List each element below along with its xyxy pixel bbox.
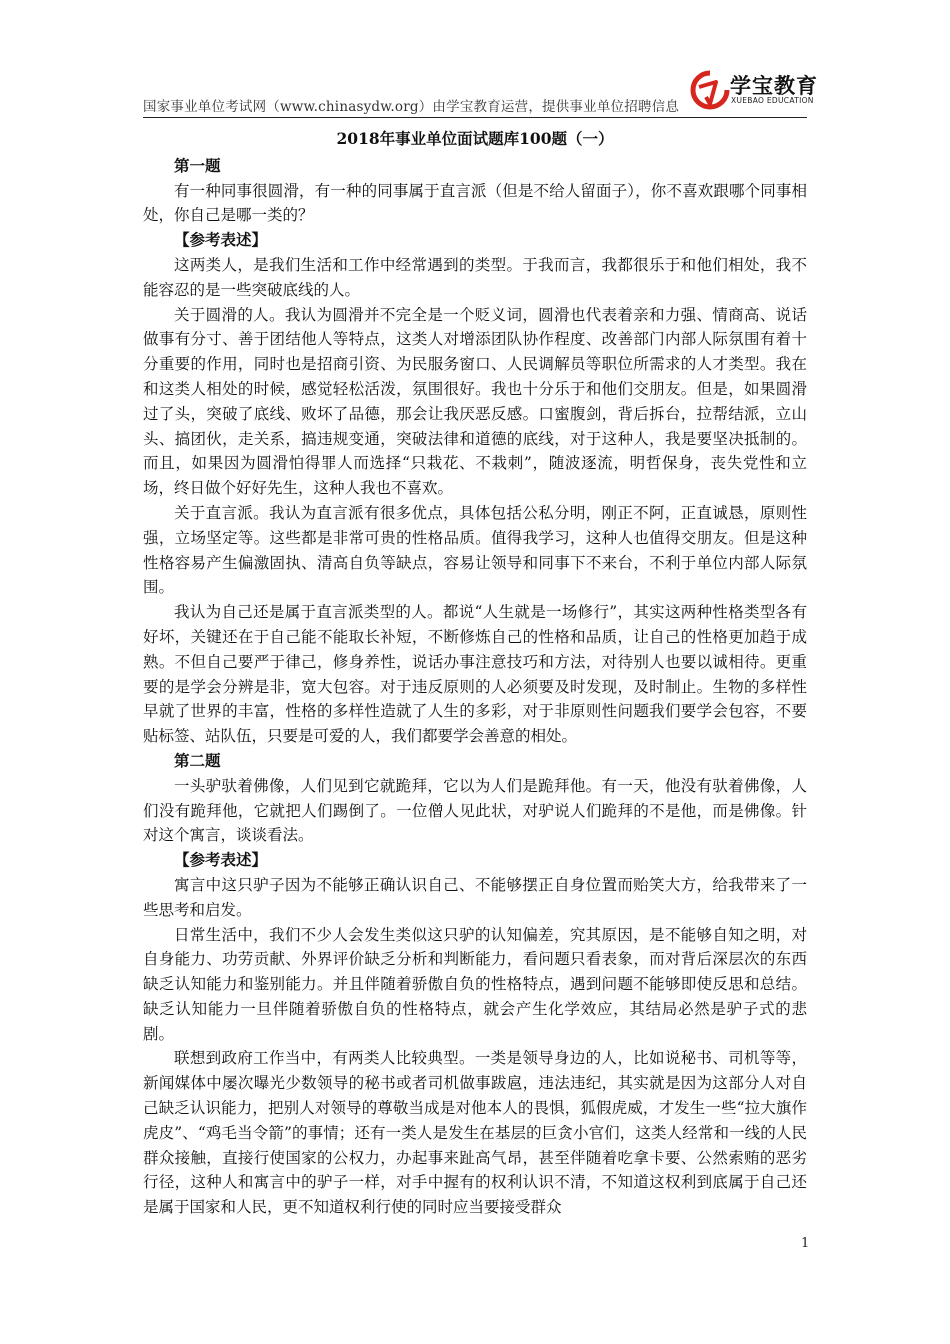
answer-2-paragraph: 寓言中这只驴子因为不能够正确认识自己、不能够摆正自身位置而贻笑大方，给我带来了一些思考和启发。	[143, 875, 807, 919]
page-number: 1	[801, 1236, 810, 1251]
answer-2-paragraph: 日常生活中，我们不少人会发生类似这只驴的认知偏差，究其原因，是不能够自知之明，对自身能力、功劳贡献、外界评价缺乏分析和判断能力，看问题只看表象，而对背后深层次的东西缺乏认知能力和鉴别能力。并且伴随着骄傲自负的性格特点，遇到问题不能够即使反思和总结。缺乏认知能力一旦伴随着骄傲自负的性格特点，就会产生化学效应，其结局必然是驴子式的悲剧。	[143, 925, 807, 1043]
logo-english-text: XUEBAO EDUCATION	[731, 96, 814, 105]
question-1-text: 有一种同事很圆滑，有一种的同事属于直言派（但是不给人留面子），你不喜欢跟哪个同事相处，你自己是哪一类的？	[143, 181, 807, 225]
page-header: 国家事业单位考试网（www.chinasydw.org）由学宝教育运营，提供事业单位招聘信息	[143, 99, 680, 115]
header-divider	[143, 117, 807, 118]
question-2-text: 一头驴驮着佛像，人们见到它就跪拜，它以为人们是跪拜他。有一天，他没有驮着佛像，人们没有跪拜他，它就把人们踢倒了。一位僧人见此状，对驴说人们跪拜的不是他，而是佛像。针对这个寓言，谈谈看法。	[143, 776, 807, 845]
answer-1-paragraph: 关于直言派。我认为直言派有很多优点，具体包括公私分明，刚正不阿，正直诚恳，原则性强，立场坚定等。这些都是非常可贵的性格品质。值得我学习，这种人也值得交朋友。但是这种性格容易产生偏激固执、清高自负等缺点，容易让领导和同事下不来台，不利于单位内部人际氛围。	[143, 503, 807, 597]
question-1-reference-label: 【参考表述】	[174, 230, 268, 250]
logo-chinese-text: 学宝教育	[730, 74, 818, 98]
document-title: 2018年事业单位面试题库100题（一）	[336, 129, 614, 148]
xuebao-logo	[690, 68, 818, 112]
answer-2-paragraph: 联想到政府工作当中，有两类人比较典型。一类是领导身边的人，比如说秘书、司机等等，新闻媒体中屡次曝光少数领导的秘书或者司机做事跋扈，违法违纪，其实就是因为这部分人对自己缺乏认识能力，把别人对领导的尊敬当成是对他本人的畏惧，狐假虎威，才发生一些“拉大旗作虎皮”、“鸡毛当令箭”的事情；还有一类人是发生在基层的巨贪小官们，这类人经常和一线的人民群众接触，直接行使国家的公权力，办起事来趾高气昂，甚至伴随着吃拿卡要、公然索贿的恶劣行径，这种人和寓言中的驴子一样，对手中握有的权利认识不清，不知道这权利到底属于自己还是属于国家和人民，更不知道权利行使的同时应当要接受群众	[143, 1049, 807, 1217]
answer-1-paragraph: 关于圆滑的人。我认为圆滑并不完全是一个贬义词，圆滑也代表着亲和力强、情商高、说话做事有分寸、善于团结他人等特点，这类人对增添团队协作程度、改善部门内部人际氛围有着十分重要的作用，同时也是招商引资、为民服务窗口、人民调解员等职位所需求的人才类型。我在和这类人相处的时候，感觉轻松活泼，氛围很好。我也十分乐于和他们交朋友。但是，如果圆滑过了头，突破了底线、败坏了品德，那会让我厌恶反感。口蜜腹剑，背后拆台，拉帮结派，立山头、搞团伙，走关系，搞违规变通，突破法律和道德的底线，对于这种人，我是要坚决抵制的。而且，如果因为圆滑怕得罪人而选择“只栽花、不栽刺”，随波逐流，明哲保身，丧失党性和立场，终日做个好好先生，这种人我也不喜欢。	[143, 305, 807, 498]
answer-1-paragraph: 我认为自己还是属于直言派类型的人。都说“人生就是一场修行”，其实这两种性格类型各有好坏，关键还在于自己能不能取长补短，不断修炼自己的性格和品质，让自己的性格更加趋于成熟。不但自己要严于律己，修身养性，说话办事注意技巧和方法，对待别人也要以诚相待。更重要的是学会分辨是非，宽大包容。对于违反原则的人必须要及时发现，及时制止。生物的多样性早就了世界的丰富，性格的多样性造就了人生的多彩，对于非原则性问题我们要学会包容，不要贴标签、站队伍，只要是可爱的人，我们都要学会善意的相处。	[143, 603, 807, 746]
question-2-heading: 第二题	[174, 750, 221, 770]
question-1-heading: 第一题	[174, 155, 221, 175]
xuebao-logo-icon	[690, 70, 730, 110]
answer-1-paragraph: 这两类人，是我们生活和工作中经常遇到的类型。于我而言，我都很乐于和他们相处，我不能容忍的是一些突破底线的人。	[143, 255, 807, 299]
question-2-reference-label: 【参考表述】	[174, 850, 268, 870]
document-body	[143, 124, 807, 1220]
